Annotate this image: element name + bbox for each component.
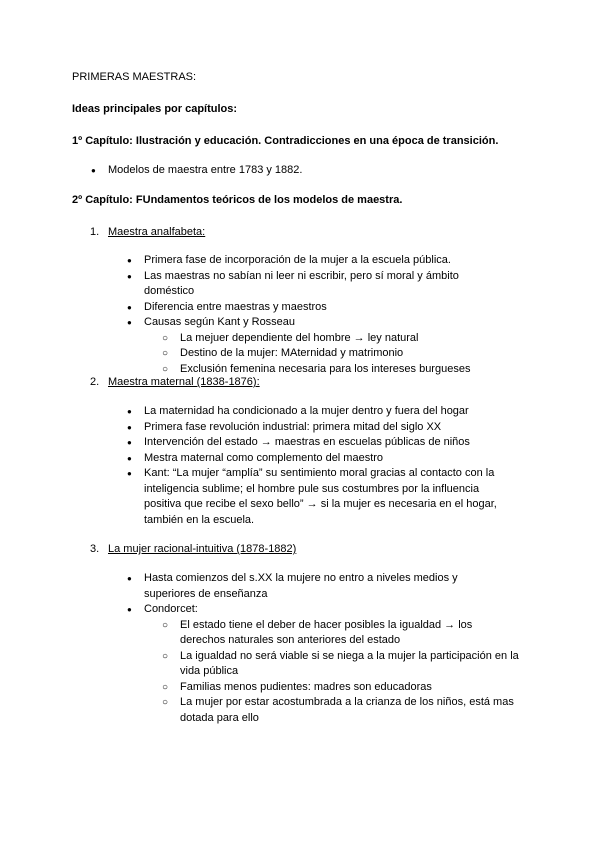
sub-list-item: ○ Destino de la mujer: MAternidad y matrimonio xyxy=(0,346,520,362)
list-item: ● Primera fase de incorporación de la mujer a la escuela pública. xyxy=(0,253,499,269)
section-number: 1. xyxy=(90,226,100,238)
section-number: 3. xyxy=(90,543,100,555)
list-item: ● Condorcet: xyxy=(0,602,499,618)
section-2-list xyxy=(0,404,600,528)
list-item: ● Intervención del estado → maestras en escuelas públicas de niños xyxy=(0,435,499,451)
list-item: ● Causas según Kant y Rosseau xyxy=(0,315,499,331)
chapter1-heading: 1º Capítulo: Ilustración y educación. Contradicciones en una época de transición. xyxy=(72,135,499,147)
section-3-heading xyxy=(90,542,296,558)
list-item: ● Diferencia entre maestras y maestros xyxy=(0,300,499,316)
list-item: ● Mestra maternal como complemento del maestro xyxy=(0,451,499,467)
doc-subtitle: Ideas principales por capítulos: xyxy=(72,103,238,115)
sub-list-item: ○ Familias menos pudientes: madres son educadoras xyxy=(0,680,520,696)
list-item: ● Kant: “La mujer “amplía” su sentimiento moral gracias al contacto con la inteligencia sublime; el hombre pule sus costumbres por la influencia positiva que recibe el sexo bello” → si la mujer es necesaria en el hogar, también en la escuela. xyxy=(0,466,499,528)
section-title: La mujer racional-intuitiva (1878-1882) xyxy=(108,543,297,555)
section-number: 2. xyxy=(90,376,100,388)
chapter2-heading: 2º Capítulo: FUndamentos teóricos de los modelos de maestra. xyxy=(72,194,403,206)
section-3-list xyxy=(0,571,600,726)
list-item: ● Hasta comienzos del s.XX la mujere no entro a niveles medios y superiores de enseñanza xyxy=(0,571,499,602)
section-title: Maestra analfabeta: xyxy=(108,226,206,238)
doc-title: PRIMERAS MAESTRAS: xyxy=(72,71,197,83)
section-1-heading xyxy=(90,225,205,241)
sub-list-item: ○ La mujer por estar acostumbrada a la crianza de los niños, está mas dotada para ello xyxy=(0,695,520,726)
list-item: ● La maternidad ha condicionado a la mujer dentro y fuera del hogar xyxy=(0,404,499,420)
list-item: ● Las maestras no sabían ni leer ni escribir, pero sí moral y ámbito doméstico xyxy=(0,269,499,300)
sub-list-item: ○ Exclusión femenina necesaria para los intereses burgueses xyxy=(0,362,520,378)
sub-list-item: ○ El estado tiene el deber de hacer posibles la igualdad → los derechos naturales son anteriores del estado xyxy=(0,618,520,649)
sub-list-item: ○ La mejuer dependiente del hombre → ley natural xyxy=(0,331,520,347)
list-item: ● Modelos de maestra entre 1783 y 1882. xyxy=(0,163,600,179)
list-item: ● Primera fase revolución industrial: primera mitad del siglo XX xyxy=(0,420,499,436)
section-2-heading xyxy=(90,375,260,391)
sub-list-item: ○ La igualdad no será viable si se niega a la mujer la participación en la vida pública xyxy=(0,649,520,680)
chapter1-list xyxy=(0,163,600,179)
section-title: Maestra maternal (1838-1876): xyxy=(108,376,260,388)
section-1-list xyxy=(0,253,600,377)
